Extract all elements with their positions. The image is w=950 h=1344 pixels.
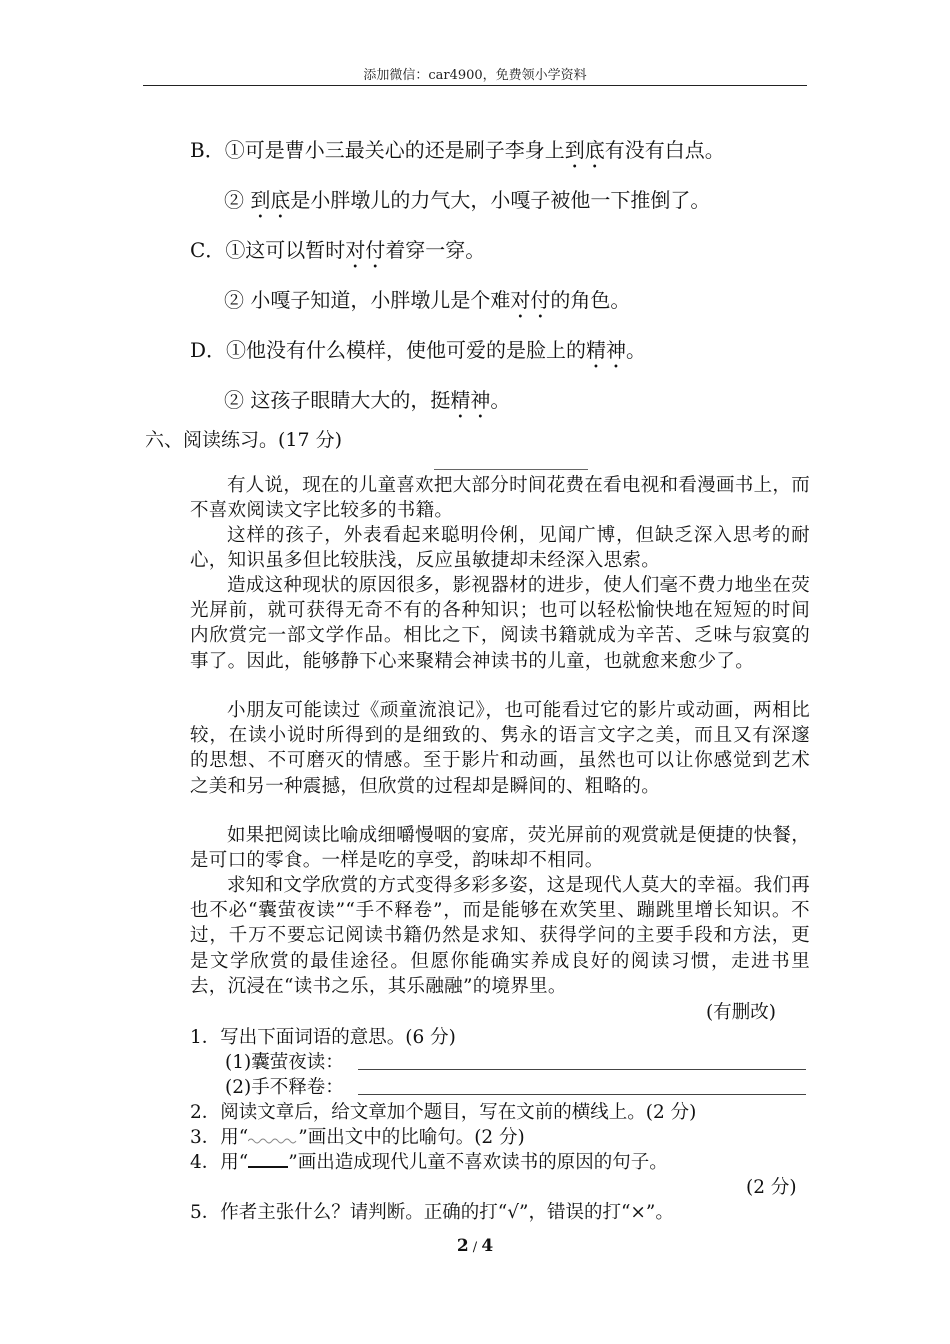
question-3 — [190, 1123, 525, 1149]
option-label: B． — [190, 138, 225, 162]
emphasis-word: 精神 — [450, 388, 491, 412]
option-c-2 — [224, 284, 630, 323]
emphasis-word: 到底 — [564, 138, 605, 162]
passage-paragraph: 求知和文学欣赏的方式变得多彩多姿，这是现代人莫大的幸福。我们再也不必“囊萤夜读”“手不释卷”，而是能够在欢笑里、蹦跳里增长知识。不过，千万不要忘记阅读书籍仍然是求知、获得学问的主要手段和方法，更是文学欣赏的最佳途径。但愿你能确实养成良好的阅读习惯，走进书里去，沉浸在“读书之乐，其乐融融”的境界里。 — [190, 875, 810, 997]
option-label: D． — [190, 338, 227, 362]
question-4-score: (2 分) — [746, 1177, 797, 1198]
emphasis-word: 对付 — [345, 238, 386, 262]
option-label: ② — [224, 388, 244, 412]
total-pages: 4 — [481, 1236, 494, 1256]
question-1b: (2)手不释卷： — [225, 1077, 344, 1098]
source-note: (有删改) — [706, 1002, 776, 1023]
passage-paragraph: 小朋友可能读过《顽童流浪记》，也可能看过它的影片或动画，两相比较，在读小说时所得到的是细致的、隽永的语言文字之美，而且又有深邃的思想、不可磨灭的情感。至于影片和动画，虽然也可以让你感觉到艺术之美和另一种震撼，但欣赏的过程却是瞬间的、粗略的。 — [190, 700, 810, 797]
wavy-underline-icon — [248, 1136, 298, 1146]
option-d-2 — [224, 384, 510, 423]
question-text: 4．用“ — [190, 1152, 249, 1173]
answer-line-1a[interactable] — [358, 1069, 806, 1070]
option-text: ①这可以暂时 — [225, 238, 346, 262]
straight-underline-icon — [248, 1152, 288, 1168]
passage-paragraph: 有人说，现在的儿童喜欢把大部分时间花费在看电视和看漫画书上，而不喜欢阅读文字比较多的书籍。 — [190, 475, 810, 522]
option-text: 有没有白点。 — [604, 138, 725, 162]
option-text: 是小胖墩儿的力气大，小嘎子被他一下推倒了。 — [290, 188, 711, 212]
option-text: 着穿一穿。 — [385, 238, 486, 262]
option-text: 的角色。 — [550, 288, 631, 312]
option-text: ①他没有什么模样，使他可爱的是脸上的 — [226, 338, 587, 362]
current-page: 2 — [456, 1236, 469, 1256]
option-label: ② — [224, 288, 244, 312]
question-4 — [190, 1148, 668, 1174]
option-text: 。 — [626, 338, 647, 362]
option-b-2 — [224, 184, 710, 223]
question-text: 3．用“ — [190, 1127, 249, 1148]
option-text: ①可是曹小三最关心的还是刷子李身上 — [224, 138, 565, 162]
option-text: 这孩子眼睛大大的，挺 — [244, 388, 451, 412]
option-b-1 — [190, 134, 725, 173]
emphasis-word: 到底 — [250, 188, 291, 212]
header-divider — [143, 85, 807, 86]
question-1: 1．写出下面词语的意思。(6 分) — [190, 1027, 456, 1048]
answer-line-1b[interactable] — [358, 1094, 806, 1095]
option-label: C． — [190, 238, 226, 262]
question-2: 2．阅读文章后，给文章加个题目，写在文前的横线上。(2 分) — [190, 1102, 697, 1123]
question-1a: (1)囊萤夜读： — [225, 1052, 344, 1073]
question-5: 5．作者主张什么？请判断。正确的打“√”，错误的打“×”。 — [190, 1202, 674, 1223]
passage-paragraph: 如果把阅读比喻成细嚼慢咽的宴席，荧光屏前的观赏就是便捷的快餐，是可口的零食。一样是吃的享受，韵味却不相同。 — [190, 825, 810, 872]
passage-paragraph: 这样的孩子，外表看起来聪明伶俐，见闻广博，但缺乏深入思考的耐心，知识虽多但比较肤浅，反应虽敏捷却未经深入思索。 — [190, 525, 810, 572]
question-text: ”画出造成现代儿童不喜欢读书的原因的句子。 — [288, 1152, 668, 1173]
option-text: 。 — [490, 388, 511, 412]
emphasis-word: 精神 — [586, 338, 627, 362]
title-blank-line — [434, 469, 588, 470]
page-header: 添加微信：car4900，免费领小学资料 — [363, 68, 587, 83]
option-c-1 — [190, 234, 485, 273]
option-label: ② — [224, 188, 244, 212]
passage-paragraph: 造成这种现状的原因很多，影视器材的进步，使人们毫不费力地坐在荧光屏前，就可获得无奇不有的各种知识；也可以轻松愉快地在短短的时间内欣赏完一部文学作品。相比之下，阅读书籍就成为辛苦、乏味与寂寞的事了。因此，能够静下心来聚精会神读书的儿童，也就愈来愈少了。 — [190, 575, 810, 672]
emphasis-word: 对付 — [510, 288, 551, 312]
section-title: 六、阅读练习。(17 分) — [145, 429, 343, 451]
option-text: 小嘎子知道，小胖墩儿是个难 — [244, 288, 511, 312]
option-d-1 — [190, 334, 646, 373]
question-text: ”画出文中的比喻句。(2 分) — [298, 1127, 525, 1148]
page-number: 2 / 4 — [456, 1236, 494, 1256]
